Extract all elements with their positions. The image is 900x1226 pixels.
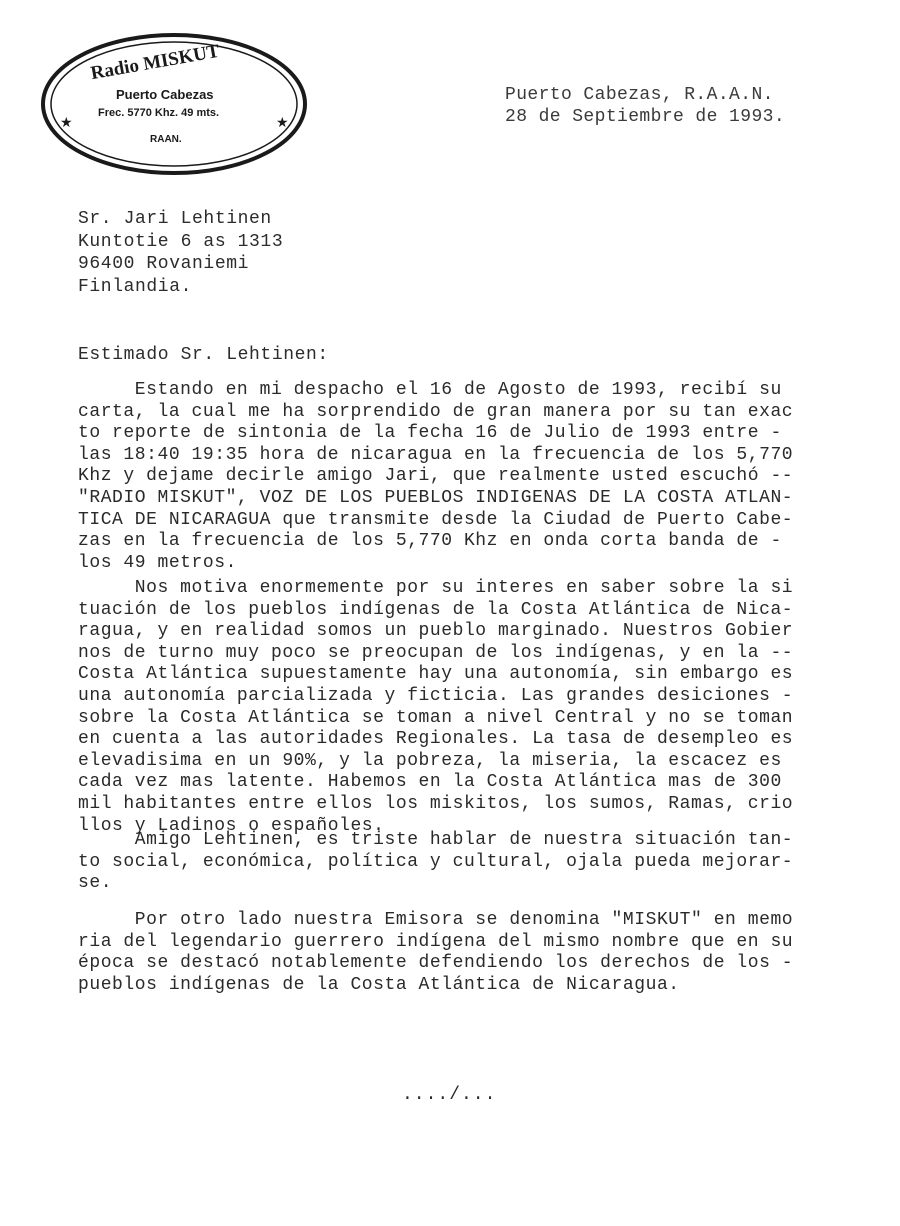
text-line: Por otro lado nuestra Emisora se denomina "MISKUT" en memo — [78, 910, 794, 930]
letter-location: Puerto Cabezas, R.A.A.N. — [505, 85, 774, 105]
text-line: ragua, y en realidad somos un pueblo marginado. Nuestros Gobier — [78, 621, 794, 642]
text-line: Amigo Lehtinen, es triste hablar de nuestra situación tan- — [78, 830, 794, 850]
recipient-address — [78, 208, 283, 298]
text-line: tuación de los pueblos indígenas de la Costa Atlántica de Nica- — [78, 599, 794, 620]
stamp-frequency: Frec. 5770 Khz. 49 mts. — [98, 107, 220, 119]
text-line: zas en la frecuencia de los 5,770 Khz en onda corta banda de - — [78, 531, 782, 552]
text-line: ria del legendario guerrero indígena del mismo nombre que en su — [78, 931, 794, 952]
body-paragraph — [78, 830, 808, 895]
body-paragraph — [78, 380, 808, 574]
text-line: pueblos indígenas de la Costa Atlántica de Nicaragua. — [78, 974, 680, 995]
letter-heading — [505, 84, 785, 128]
text-line: nos de turno muy poco se preocupan de los indígenas, y en la -- — [78, 642, 794, 663]
page-continuation-mark: ..../... — [402, 1085, 497, 1105]
text-line: mil habitantes entre ellos los miskitos, los sumos, Ramas, crio — [78, 793, 794, 814]
stamp-city: Puerto Cabezas — [116, 87, 214, 102]
text-line: época se destacó notablemente defendiendo los derechos de los - — [78, 953, 794, 974]
address-line: Sr. Jari Lehtinen — [78, 209, 272, 229]
address-line: 96400 Rovaniemi — [78, 254, 250, 274]
address-line: Kuntotie 6 as 1313 — [78, 231, 284, 252]
text-line: se. — [78, 873, 113, 894]
text-line: "RADIO MISKUT", VOZ DE LOS PUEBLOS INDIGENAS DE LA COSTA ATLAN- — [78, 487, 794, 508]
text-line: Nos motiva enormemente por su interes en saber sobre la si — [78, 578, 794, 598]
salutation: Estimado Sr. Lehtinen: — [78, 345, 329, 365]
text-line: to reporte de sintonia de la fecha 16 de Julio de 1993 entre - — [78, 423, 782, 444]
text-line: sobre la Costa Atlántica se toman a nivel Central y no se toman — [78, 707, 794, 728]
text-line: las 18:40 19:35 hora de nicaragua en la frecuencia de los 5,770 — [78, 444, 794, 465]
text-line: TICA DE NICARAGUA que transmite desde la Ciudad de Puerto Cabe- — [78, 509, 794, 530]
address-line: Finlandia. — [78, 276, 193, 297]
text-line: llos y Ladinos o españoles. — [78, 815, 385, 836]
text-line: cada vez mas latente. Habemos en la Costa Atlántica mas de 300 — [78, 772, 782, 793]
text-line: carta, la cual me ha sorprendido de gran manera por su tan exac — [78, 401, 794, 422]
radio-miskut-stamp — [38, 30, 310, 178]
stamp-station-name: Radio MISKUT — [89, 40, 222, 85]
letter-date: 28 de Septiembre de 1993. — [505, 107, 786, 127]
svg-text:★: ★ — [60, 115, 73, 131]
text-line: elevadisima en un 90%, y la pobreza, la miseria, la escacez es — [78, 750, 782, 771]
text-line: to social, económica, política y cultural, ojala pueda mejorar- — [78, 851, 794, 872]
body-paragraph — [78, 910, 808, 996]
text-line: Costa Atlántica supuestamente hay una autonomía, sin embargo es — [78, 664, 794, 685]
body-paragraph — [78, 578, 808, 837]
text-line: Khz y dejame decirle amigo Jari, que realmente usted escuchó -- — [78, 466, 794, 487]
text-line: los 49 metros. — [78, 552, 237, 573]
stamp-region: RAAN. — [150, 134, 182, 145]
text-line: en cuenta a las autoridades Regionales. La tasa de desempleo es — [78, 729, 794, 750]
text-line: una autonomía parcializada y ficticia. Las grandes desiciones - — [78, 685, 794, 706]
svg-text:★: ★ — [276, 115, 289, 131]
text-line: Estando en mi despacho el 16 de Agosto de 1993, recibí su — [78, 380, 782, 400]
